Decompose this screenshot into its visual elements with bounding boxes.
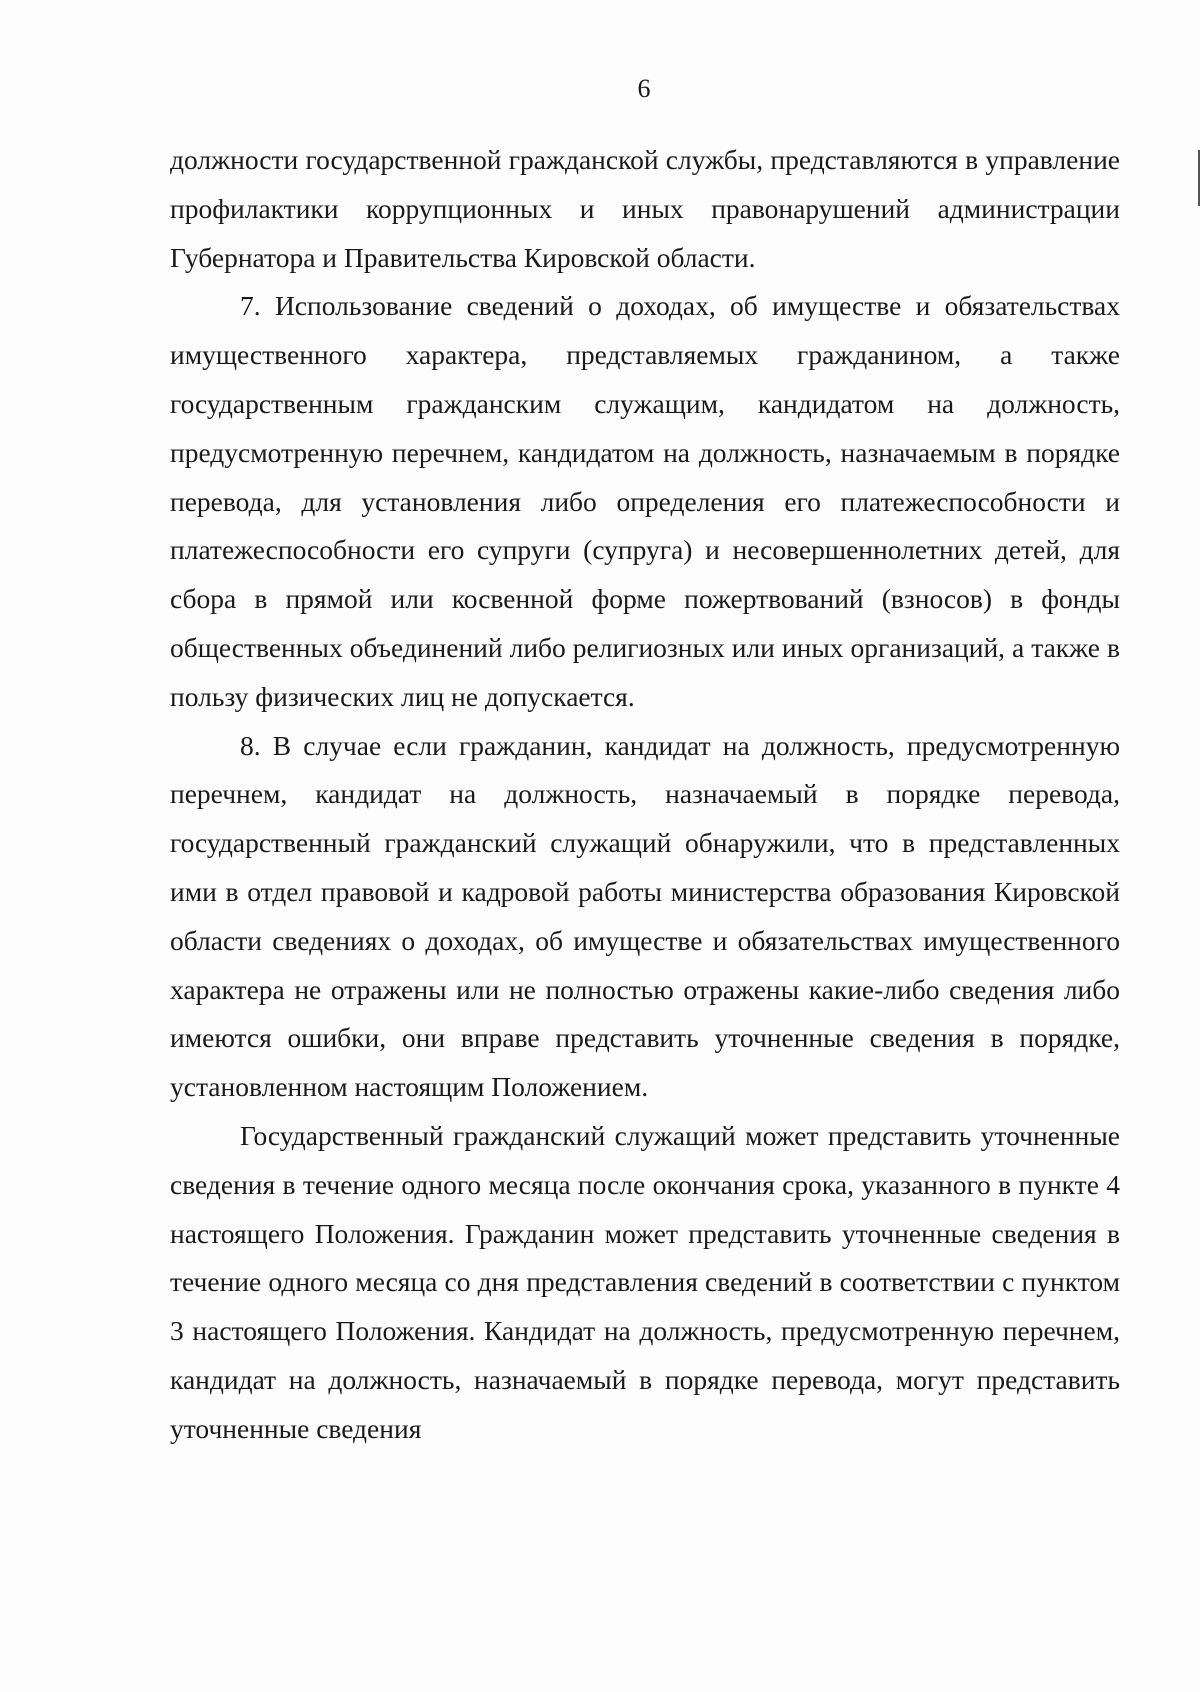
page-number: 6 [637, 74, 651, 103]
paragraph-3-item-8: 8. В случае если гражданин, кандидат на должность, предусмотренную перечнем, кандидат на должность, назначаемый в порядке перевода, государственный гражданский служащий обнаружили, что в представленных ими в отдел правовой и кадровой работы министерства образования Кировской области сведениях о доходах, об имуществе и обязательствах имущественного характера не отражены или не полностью отражены какие-либо сведения либо имеются ошибки, они вправе представить уточненные сведения в порядке, установленном настоящим Положением. [170, 729, 1120, 1103]
paragraph-2-item-7: 7. Использование сведений о доходах, об имуществе и обязательствах имущественного характера, представляемых гражданином, а также государственным гражданским служащим, кандидатом на должность, предусмотренную перечнем, кандидатом на должность, назначаемым в порядке перевода, для установления либо определения его платежеспособности и платежеспособности его супруги (супруга) и несовершеннолетних детей, для сбора в прямой или косвенной форме пожертвований (взносов) в фонды общественных объединений либо религиозных или иных организаций, а также в пользу физических лиц не допускается. [170, 290, 1120, 712]
paragraph-4: Государственный гражданский служащий может представить уточненные сведения в течение одного месяца после окончания срока, указанного в пункте 4 настоящего Положения. Гражданин может представить уточненные сведения в течение одного месяца со дня представления сведений в соответствии с пунктом 3 настоящего Положения. Кандидат на должность, предусмотренную перечнем, кандидат на должность, назначаемый в порядке перевода, могут представить уточненные сведения [170, 1119, 1120, 1444]
document-body [170, 136, 1120, 1454]
paragraph-1: должности государственной гражданской службы, представляются в управление профилактики коррупционных и иных правонарушений администрации Губернатора и Правительства Кировской области. [170, 144, 1120, 273]
